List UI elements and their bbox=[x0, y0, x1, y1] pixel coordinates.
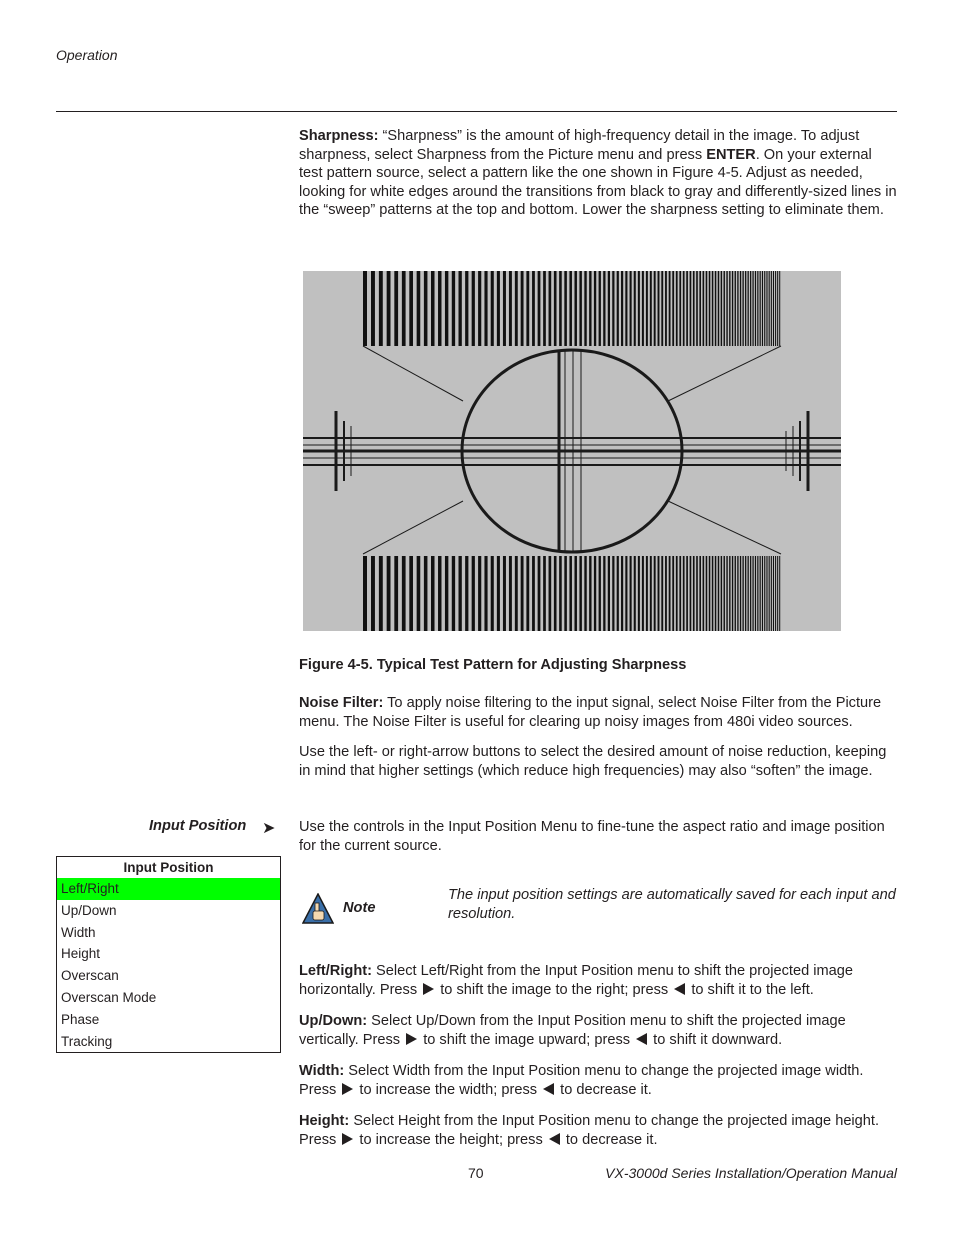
sweep-bar bbox=[718, 271, 719, 346]
sweep-bar bbox=[603, 556, 605, 631]
right-arrow-icon bbox=[423, 983, 434, 995]
sweep-bar bbox=[559, 556, 562, 631]
right-arrow-icon bbox=[342, 1133, 353, 1145]
sweep-bar bbox=[769, 271, 770, 346]
sweep-bar bbox=[515, 271, 518, 346]
sweep-bar bbox=[438, 271, 441, 346]
sweep-bar bbox=[379, 556, 383, 631]
left-right-text-c: to shift it to the left. bbox=[687, 981, 814, 998]
sweep-bar bbox=[538, 271, 541, 346]
sweep-bar bbox=[509, 271, 512, 346]
sweep-bar bbox=[521, 556, 524, 631]
sweep-bar bbox=[769, 556, 770, 631]
sweep-bar bbox=[773, 271, 774, 346]
sweep-bar bbox=[724, 271, 725, 346]
sweep-bar bbox=[549, 556, 552, 631]
sweep-bar bbox=[724, 556, 725, 631]
sweep-bar bbox=[603, 271, 605, 346]
enter-key: ENTER bbox=[706, 146, 756, 163]
left-arrow-icon bbox=[543, 1083, 554, 1095]
sweep-bar bbox=[630, 271, 632, 346]
sweep-bar bbox=[726, 556, 727, 631]
sweep-bar bbox=[617, 556, 619, 631]
sweep-bar bbox=[363, 556, 367, 631]
sweep-bar bbox=[532, 556, 535, 631]
sweep-bar bbox=[521, 271, 524, 346]
sweep-bar bbox=[676, 271, 678, 346]
sweep-bar bbox=[777, 556, 778, 631]
sweep-bar bbox=[737, 271, 738, 346]
sweep-bar bbox=[665, 271, 667, 346]
menu-item-phase[interactable]: Phase bbox=[61, 1011, 100, 1027]
sweep-bar bbox=[371, 271, 375, 346]
sweep-bar bbox=[402, 271, 406, 346]
sweep-bar bbox=[459, 556, 462, 631]
sweep-bar bbox=[654, 556, 656, 631]
width-text-b: to increase the width; press bbox=[355, 1081, 542, 1098]
sweep-bar bbox=[683, 556, 685, 631]
sweep-bar bbox=[665, 556, 667, 631]
sweep-bar bbox=[735, 271, 736, 346]
sweep-bar bbox=[777, 271, 778, 346]
sweep-bar bbox=[634, 271, 636, 346]
sweep-bar bbox=[699, 271, 701, 346]
height-text-b: to increase the height; press bbox=[355, 1131, 547, 1148]
sweep-bar bbox=[491, 271, 494, 346]
sweep-bar bbox=[748, 556, 749, 631]
sweep-bar bbox=[608, 271, 610, 346]
sweep-bar bbox=[658, 271, 660, 346]
sweep-bar bbox=[599, 556, 601, 631]
sweep-bar bbox=[669, 271, 671, 346]
sweep-bar bbox=[706, 271, 708, 346]
sweep-bar bbox=[394, 556, 398, 631]
sweep-bar bbox=[690, 271, 692, 346]
sweep-bar bbox=[538, 556, 541, 631]
noise-filter-text: To apply noise filtering to the input signal, select Noise Filter from the Picture menu. The Noise Filter is useful for clearing up noisy images from 480i video sources. bbox=[299, 695, 882, 730]
sweep-bar bbox=[459, 271, 462, 346]
left-right-text-a: Select Left/Right from the Input Position menu to shift the projected image horizontally. Press bbox=[299, 963, 853, 998]
sweep-bar bbox=[706, 556, 708, 631]
sweep-bar bbox=[491, 556, 494, 631]
sweep-bar bbox=[612, 556, 614, 631]
sweep-bar bbox=[696, 271, 698, 346]
sweep-bar bbox=[625, 556, 627, 631]
figure-caption: Figure 4-5. Typical Test Pattern for Adjusting Sharpness bbox=[299, 657, 687, 673]
sweep-bar bbox=[472, 271, 475, 346]
sweep-bar bbox=[718, 556, 719, 631]
sweep-bar bbox=[617, 271, 619, 346]
sweep-bar bbox=[703, 271, 705, 346]
sweep-bar bbox=[599, 271, 601, 346]
sweep-bar bbox=[752, 271, 753, 346]
sweep-bar bbox=[417, 556, 421, 631]
sweep-bar bbox=[394, 271, 398, 346]
menu-item-up-down[interactable]: Up/Down bbox=[61, 902, 117, 918]
menu-item-tracking[interactable]: Tracking bbox=[61, 1033, 113, 1049]
sweep-bar bbox=[549, 271, 552, 346]
sweep-bar bbox=[554, 271, 557, 346]
sweep-bar bbox=[779, 271, 780, 346]
sweep-bar bbox=[526, 556, 529, 631]
sweep-bar bbox=[760, 271, 761, 346]
sweep-bar bbox=[762, 271, 763, 346]
sweep-bar bbox=[757, 271, 758, 346]
sweep-bar bbox=[693, 556, 695, 631]
input-position-heading: Input Position bbox=[149, 818, 247, 834]
sweep-bar bbox=[742, 271, 743, 346]
sweep-bar bbox=[497, 271, 500, 346]
sweep-bar bbox=[771, 556, 772, 631]
sweep-bar bbox=[779, 556, 780, 631]
sweep-bar bbox=[424, 271, 428, 346]
sweep-bar bbox=[726, 271, 727, 346]
sweep-bar bbox=[735, 556, 736, 631]
sweep-bar bbox=[737, 556, 738, 631]
sweep-bar bbox=[642, 556, 644, 631]
sweep-bar bbox=[642, 271, 644, 346]
sweep-bar bbox=[569, 556, 572, 631]
sweep-bar bbox=[564, 271, 567, 346]
sweep-bar bbox=[650, 271, 652, 346]
sweep-bar bbox=[532, 271, 535, 346]
sweep-bar bbox=[696, 556, 698, 631]
sweep-bar bbox=[766, 556, 767, 631]
width-term: Width: bbox=[299, 1063, 345, 1079]
sweep-bar bbox=[750, 271, 751, 346]
sweep-bar bbox=[424, 556, 428, 631]
sweep-bar bbox=[638, 271, 640, 346]
sweep-bar bbox=[594, 271, 596, 346]
height-text-c: to decrease it. bbox=[561, 1131, 658, 1148]
width-text-c: to decrease it. bbox=[556, 1081, 652, 1098]
sweep-bar bbox=[497, 556, 500, 631]
sweep-bar bbox=[760, 556, 761, 631]
note-pointing-hand-icon bbox=[302, 893, 334, 925]
manual-title: VX-3000d Series Installation/Operation Manual bbox=[605, 1165, 897, 1181]
sweep-bar bbox=[693, 271, 695, 346]
right-arrow-icon bbox=[342, 1083, 353, 1095]
sweep-bar bbox=[764, 271, 765, 346]
sweep-bar bbox=[409, 556, 413, 631]
sweep-bar bbox=[371, 556, 375, 631]
sweep-bar bbox=[646, 556, 648, 631]
sweep-bar bbox=[752, 556, 753, 631]
left-arrow-icon bbox=[674, 983, 685, 995]
sharpness-term: Sharpness: bbox=[299, 128, 379, 144]
sweep-bar bbox=[721, 271, 722, 346]
sweep-bar bbox=[584, 271, 586, 346]
sweep-bar bbox=[748, 271, 749, 346]
sweep-bar bbox=[683, 271, 685, 346]
sweep-bar bbox=[579, 556, 581, 631]
sharpness-text-2: . On your external test pattern source, select a pattern like the one shown in Figure 4-5. Adjust as needed, looking for white edges around the transitions from black to gray and differently-sized lines in the “sweep” patterns at the top and bottom. Lower the sharpness setting to eliminate them. bbox=[299, 146, 897, 219]
sweep-bar bbox=[709, 271, 711, 346]
sweep-bar bbox=[654, 271, 656, 346]
sweep-bar bbox=[484, 556, 487, 631]
note-text: The input position settings are automatically saved for each input and resolution. bbox=[448, 887, 896, 922]
sweep-bar bbox=[712, 271, 714, 346]
sweep-bar bbox=[771, 271, 772, 346]
sweep-bar bbox=[775, 271, 776, 346]
sweep-bar bbox=[755, 271, 756, 346]
sweep-bar bbox=[438, 556, 441, 631]
sweep-bar bbox=[379, 271, 383, 346]
sweep-bar bbox=[679, 271, 681, 346]
sweep-bar bbox=[646, 271, 648, 346]
right-arrow-icon bbox=[406, 1033, 417, 1045]
sweep-bar bbox=[686, 556, 688, 631]
sweep-bar bbox=[686, 271, 688, 346]
sweep-bar bbox=[478, 271, 481, 346]
sweep-bar bbox=[740, 556, 741, 631]
sweep-bar bbox=[712, 556, 714, 631]
sweep-bar bbox=[699, 556, 701, 631]
left-right-term: Left/Right: bbox=[299, 963, 372, 979]
sweep-bar bbox=[589, 556, 591, 631]
sweep-bar bbox=[584, 556, 586, 631]
sweep-bar bbox=[465, 556, 468, 631]
sweep-bar bbox=[465, 271, 468, 346]
sweep-bar bbox=[703, 556, 705, 631]
menu-item-width[interactable]: Width bbox=[61, 924, 96, 940]
sweep-bar bbox=[661, 271, 663, 346]
sweep-bar bbox=[709, 556, 711, 631]
sweep-bar bbox=[387, 556, 391, 631]
sweep-bar bbox=[621, 271, 623, 346]
menu-item-overscan[interactable]: Overscan bbox=[61, 968, 119, 984]
sweep-bar bbox=[773, 556, 774, 631]
sweep-bar bbox=[715, 271, 716, 346]
sweep-bar bbox=[729, 556, 730, 631]
arrow-right-icon: ➤ bbox=[262, 820, 276, 837]
sweep-bar bbox=[676, 556, 678, 631]
sweep-bar bbox=[569, 271, 572, 346]
sweep-bar bbox=[762, 556, 763, 631]
sweep-bar bbox=[445, 556, 448, 631]
up-down-text-b: to shift the image upward; press bbox=[419, 1031, 635, 1048]
sweep-bar bbox=[509, 556, 512, 631]
test-pattern-image bbox=[303, 271, 841, 631]
sweep-bar bbox=[574, 271, 576, 346]
width-text-a: Select Width from the Input Position menu to change the projected image width. Press bbox=[299, 1063, 864, 1098]
sweep-bar bbox=[721, 556, 722, 631]
menu-item-left-right[interactable]: Left/Right bbox=[57, 878, 280, 900]
sweep-bar bbox=[402, 556, 406, 631]
sweep-bar bbox=[445, 271, 448, 346]
noise-filter-usage-paragraph: Use the left- or right-arrow buttons to select the desired amount of noise reduction, keeping in mind that higher settings (which reduce high frequencies) may also “soften” the image. bbox=[299, 744, 887, 779]
noise-filter-paragraph bbox=[299, 694, 899, 731]
height-term: Height: bbox=[299, 1113, 350, 1129]
left-right-text-b: to shift the image to the right; press bbox=[436, 981, 673, 998]
sharpness-test-pattern-figure bbox=[303, 271, 841, 631]
running-header: Operation bbox=[56, 47, 118, 63]
sweep-bar bbox=[503, 271, 506, 346]
sweep-bar bbox=[484, 271, 487, 346]
sweep-bar bbox=[650, 556, 652, 631]
sweep-bar bbox=[764, 556, 765, 631]
height-text-a: Select Height from the Input Position menu to change the projected image height. Press bbox=[299, 1113, 880, 1148]
sharpness-paragraph bbox=[299, 127, 899, 220]
sweep-bar bbox=[526, 271, 529, 346]
sweep-bar bbox=[431, 556, 435, 631]
sweep-bar bbox=[672, 271, 674, 346]
sweep-bar bbox=[564, 556, 567, 631]
sweep-bar bbox=[478, 556, 481, 631]
height-paragraph bbox=[299, 1112, 899, 1149]
header-rule bbox=[56, 111, 897, 112]
sweep-bar bbox=[625, 271, 627, 346]
left-arrow-icon bbox=[636, 1033, 647, 1045]
sweep-bar bbox=[630, 556, 632, 631]
sweep-bar bbox=[672, 556, 674, 631]
sweep-bar bbox=[543, 556, 546, 631]
sweep-bar bbox=[409, 271, 413, 346]
input-position-menu bbox=[56, 856, 281, 1053]
menu-item-height[interactable]: Height bbox=[61, 946, 101, 962]
sweep-bar bbox=[658, 556, 660, 631]
sweep-bar bbox=[363, 271, 367, 346]
sweep-bar bbox=[515, 556, 518, 631]
sweep-bar bbox=[669, 556, 671, 631]
sweep-bar bbox=[589, 271, 591, 346]
left-right-paragraph bbox=[299, 962, 899, 999]
up-down-term: Up/Down: bbox=[299, 1013, 368, 1029]
sweep-bar bbox=[750, 556, 751, 631]
sweep-bar bbox=[608, 556, 610, 631]
sweep-bar bbox=[775, 556, 776, 631]
sweep-bar bbox=[732, 271, 733, 346]
sweep-bar bbox=[594, 556, 596, 631]
sweep-bar bbox=[745, 556, 746, 631]
noise-filter-term: Noise Filter: bbox=[299, 695, 384, 711]
up-down-text-a: Select Up/Down from the Input Position menu to shift the projected image vertically. Press bbox=[299, 1013, 846, 1048]
sweep-bar bbox=[690, 556, 692, 631]
sweep-bar bbox=[745, 271, 746, 346]
sweep-bar bbox=[559, 271, 562, 346]
sweep-bar bbox=[452, 556, 455, 631]
sweep-bar bbox=[729, 271, 730, 346]
sweep-bar bbox=[740, 271, 741, 346]
input-position-intro: Use the controls in the Input Position Menu to fine-tune the aspect ratio and image position for the current source. bbox=[299, 819, 885, 854]
sweep-bar bbox=[431, 271, 435, 346]
sweep-bar bbox=[612, 271, 614, 346]
sharpness-text-1: “Sharpness” is the amount of high-frequency detail in the image. To adjust sharpness, select Sharpness from the Picture menu and press bbox=[299, 128, 860, 163]
sweep-bar bbox=[732, 556, 733, 631]
sweep-bar bbox=[621, 556, 623, 631]
sweep-bar bbox=[755, 556, 756, 631]
sweep-bar bbox=[634, 556, 636, 631]
left-arrow-icon bbox=[549, 1133, 560, 1145]
note-label: Note bbox=[343, 900, 376, 916]
page-number: 70 bbox=[468, 1165, 484, 1181]
sweep-bar bbox=[742, 556, 743, 631]
sweep-bar bbox=[452, 271, 455, 346]
up-down-paragraph bbox=[299, 1012, 899, 1049]
sweep-bar bbox=[661, 556, 663, 631]
menu-item-overscan-mode[interactable]: Overscan Mode bbox=[61, 989, 157, 1005]
sweep-bar bbox=[757, 556, 758, 631]
sweep-bar bbox=[503, 556, 506, 631]
sweep-bar bbox=[543, 271, 546, 346]
sweep-bar bbox=[472, 556, 475, 631]
sweep-bar bbox=[417, 271, 421, 346]
width-paragraph bbox=[299, 1062, 899, 1099]
up-down-text-c: to shift it downward. bbox=[649, 1031, 783, 1048]
sweep-bar bbox=[579, 271, 581, 346]
sweep-bar bbox=[574, 556, 576, 631]
menu-title: Input Position bbox=[123, 860, 214, 875]
sweep-bar bbox=[554, 556, 557, 631]
sweep-bar bbox=[766, 271, 767, 346]
sweep-bar bbox=[638, 556, 640, 631]
sweep-bar bbox=[679, 556, 681, 631]
sweep-bar bbox=[715, 556, 716, 631]
sweep-bar bbox=[387, 271, 391, 346]
